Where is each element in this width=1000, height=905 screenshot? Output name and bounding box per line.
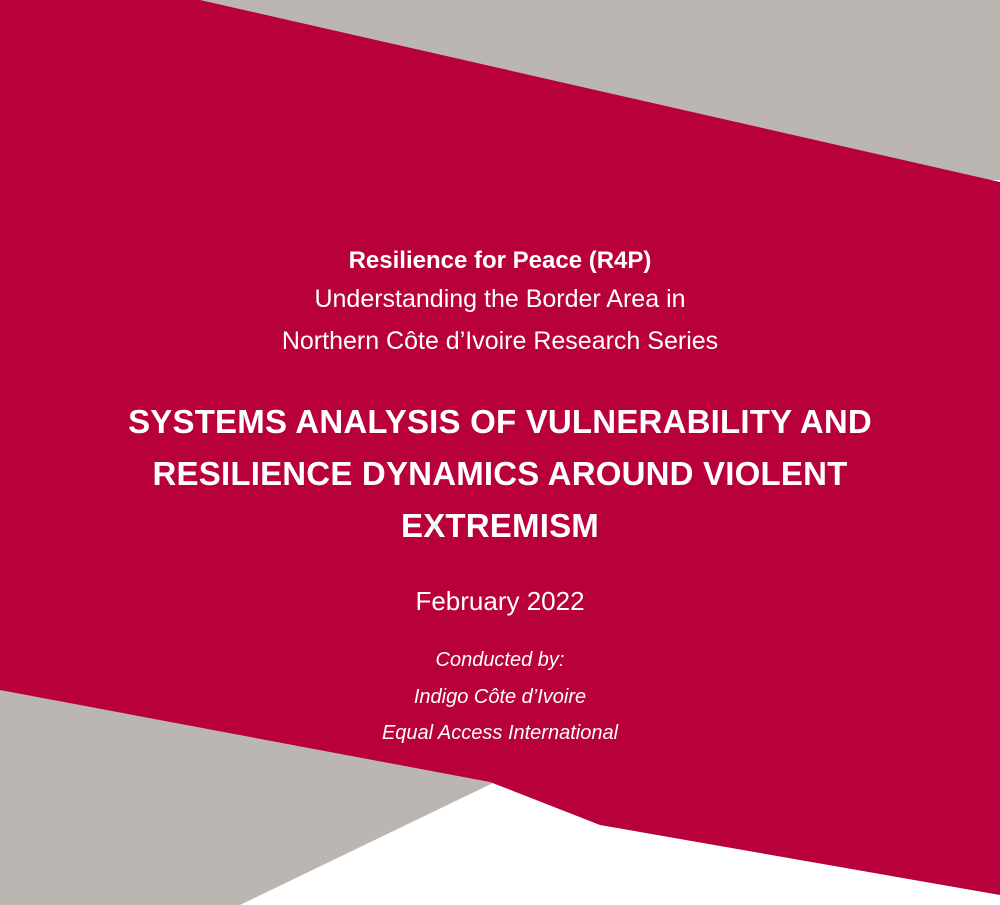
report-title-line-2: RESILIENCE DYNAMICS AROUND VIOLENT xyxy=(152,455,848,492)
series-subtitle-line-2: Northern Côte d’Ivoire Research Series xyxy=(281,327,719,355)
report-title-line-1: SYSTEMS ANALYSIS OF VULNERABILITY AND xyxy=(128,403,872,440)
series-title: Resilience for Peace (R4P) xyxy=(348,247,652,274)
organization-equal-access: Equal Access International xyxy=(381,722,619,744)
publication-date: February 2022 xyxy=(415,586,585,616)
report-title xyxy=(0,396,1000,552)
conducted-by-label: Conducted by: xyxy=(435,649,565,671)
series-subtitle-line-1: Understanding the Border Area in xyxy=(314,285,686,313)
report-title-line-3: EXTREMISM xyxy=(401,507,599,544)
organization-indigo: Indigo Côte d’Ivoire xyxy=(413,686,587,708)
